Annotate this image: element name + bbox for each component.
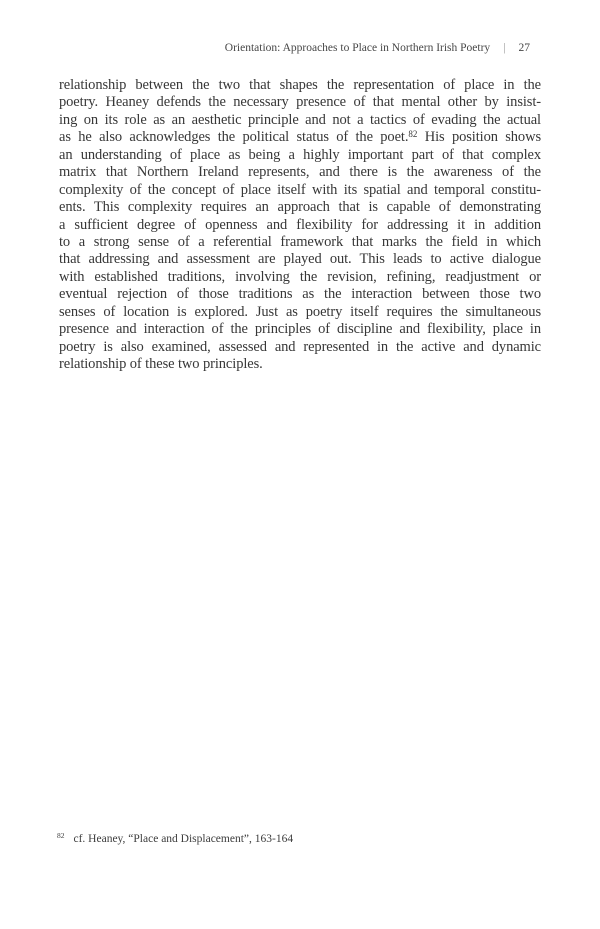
- paragraph-line: matrix that Northern Ireland represents, and there is the awareness of the: [59, 164, 541, 181]
- paragraph-line: that addressing and assessment are played out. This leads to active dialogue: [59, 251, 541, 268]
- running-header-title: Orientation: Approaches to Place in Northern Irish Poetry: [224, 42, 491, 54]
- paragraph-line: with established traditions, involving the revision, refining, readjustment or: [59, 268, 541, 285]
- paragraph-line: senses of location is explored. Just as poetry itself requires the simultaneous: [59, 303, 541, 320]
- footnote-reference: 82: [408, 129, 418, 140]
- paragraph-line: poetry. Heaney defends the necessary presence of that mental other by insist-: [59, 94, 541, 111]
- header-separator: |: [503, 42, 506, 54]
- paragraph-line: as he also acknowledges the political status of the poet.$^{82}$ His position shows: [59, 129, 541, 146]
- paragraph-line: an understanding of place as being a highly important part of that complex: [59, 146, 541, 163]
- paragraph-line: complexity of the concept of place itself with its spatial and temporal constitu-: [59, 181, 541, 198]
- running-header: [225, 41, 530, 55]
- page-number: 27: [518, 42, 530, 54]
- paragraph-line: a sufficient degree of openness and flexibility for addressing it in addition: [59, 216, 541, 233]
- paragraph-line: to a strong sense of a referential framework that marks the field in which: [59, 233, 541, 250]
- paragraph-line: poetry is also examined, assessed and represented in the active and dynamic: [59, 338, 541, 355]
- footnote-marker: 82: [57, 831, 65, 840]
- paragraph-line: ing on its role as an aesthetic principle and not a tactics of evading the actual: [59, 111, 541, 128]
- paragraph-line: eventual rejection of those traditions as the interaction between those two: [59, 286, 541, 303]
- paragraph-line: ents. This complexity requires an approach that is capable of demonstrating: [59, 199, 541, 216]
- paragraph-line: relationship of these two principles.: [59, 356, 263, 372]
- paragraph: [59, 77, 541, 373]
- paragraph-line: presence and interaction of the principles of discipline and flexibility, place in: [59, 321, 541, 338]
- footnote-text: cf. Heaney, “Place and Displacement”, 163-164: [73, 833, 294, 845]
- footnote: [57, 832, 293, 847]
- paragraph-line: relationship between the two that shapes the representation of place in the: [59, 77, 541, 93]
